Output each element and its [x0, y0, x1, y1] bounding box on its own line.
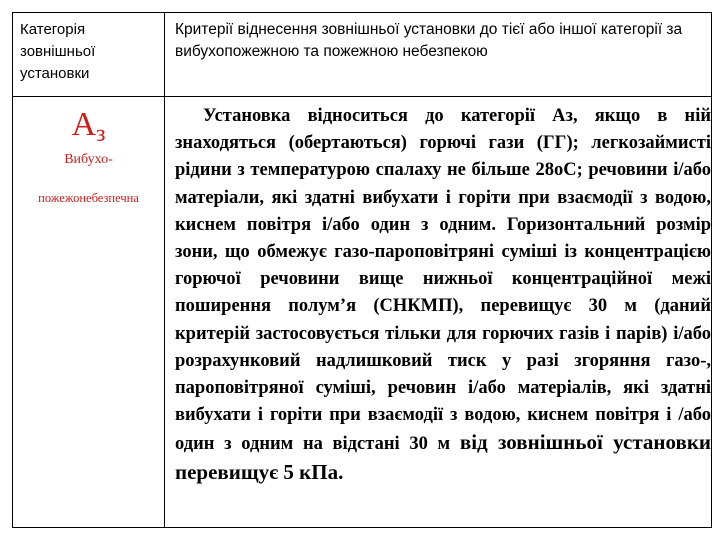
criteria-tail: від зовнішньої установки перевищує 5 кПа.	[175, 430, 712, 484]
category-name-line2: пожежонебезпечна	[38, 191, 139, 205]
criteria-text	[175, 103, 711, 488]
column-divider	[164, 13, 165, 527]
category-code	[13, 105, 164, 154]
row-divider	[13, 96, 711, 97]
category-code-letter: А	[71, 106, 97, 143]
category-name-line1: Вибухо-	[64, 152, 113, 167]
header-criteria: Критерії віднесення зовнішньої установки до тієї або іншої категорії за вибухопожежною та пожежною небезпекою	[175, 21, 683, 60]
header-category: Категорія зовнішньої установки	[20, 21, 96, 82]
category-code-subscript: з	[96, 121, 106, 147]
category-table	[12, 12, 712, 528]
criteria-main: Установка відноситься до категорії Аз, якщо в ній знаходяться (обертаються) горючі гази (ГГ); легкозаймисті рідини з температурою спалаху не більше 28оС; речовини і/або матеріали, які здатні вибухати і горіти при взаємодії з водою, киснем повітря і/або один з одним. Горизонтальний розмір зони, що обмежує газо-пароповітряні суміші із концентрацією горючої речовини вище нижньої концентраційної межі поширення полум’я (СНКМП), перевищує 30 м (даний критерій застосовується тільки для горючих газів і парів) і/або розрахунковий надлишковий тиск у разі згоряння газо-, пароповітряної суміші, речовин і/або матеріалів, які здатні вибухати і горіти при взаємодії з водою, киснем повітря і /або один з одним на відстані 30 м	[175, 106, 711, 455]
